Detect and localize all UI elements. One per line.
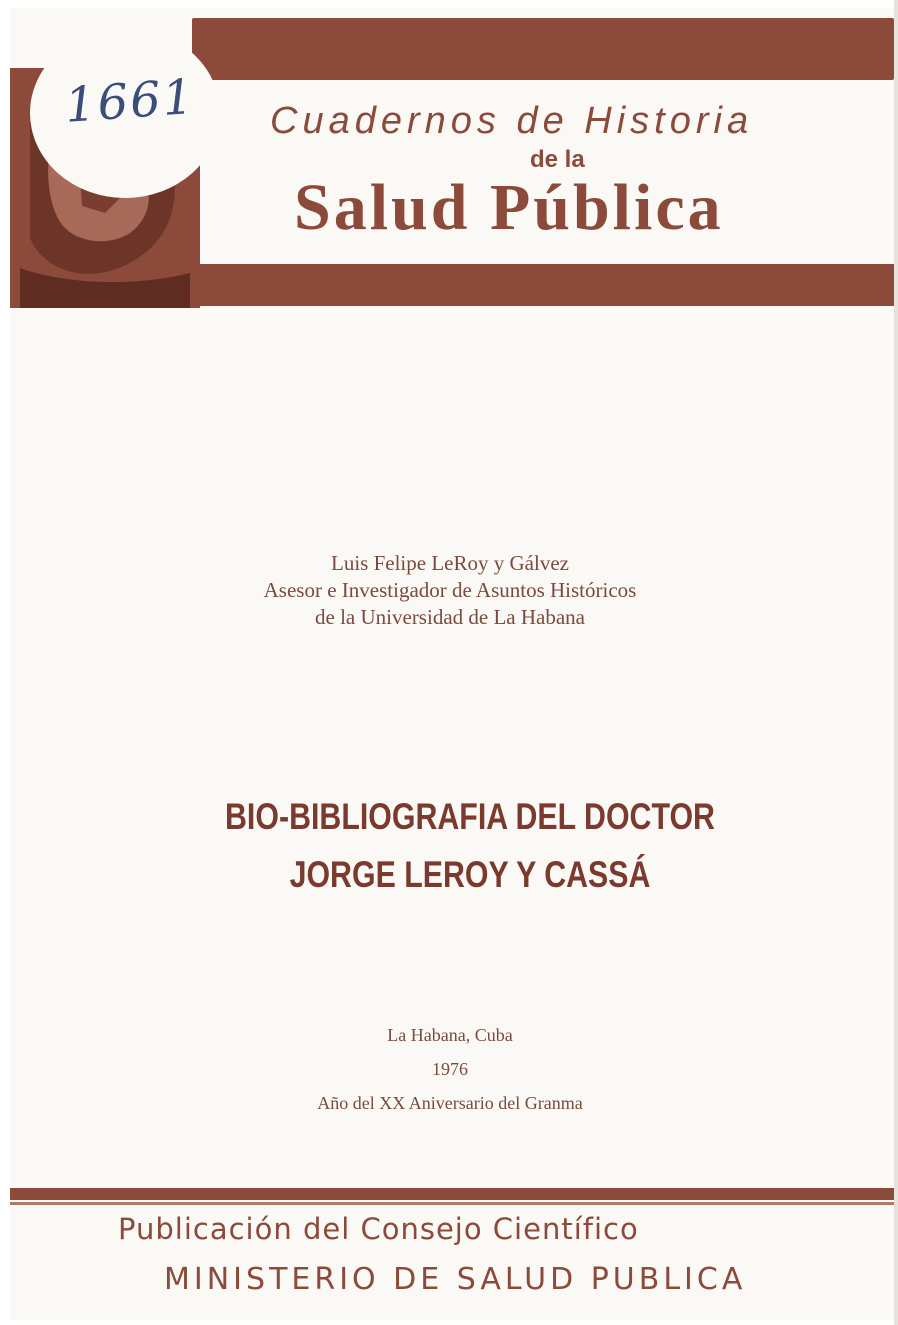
middle-band	[200, 264, 894, 306]
book-title	[216, 788, 724, 904]
imprint	[250, 1018, 650, 1120]
author-block	[170, 550, 730, 631]
imprint-motto: Año del XX Aniversario del Granma	[317, 1093, 583, 1113]
top-band	[192, 18, 894, 80]
book-cover	[10, 8, 894, 1320]
book-title-line-1: BIO-BIBLIOGRAFIA DEL DOCTOR	[225, 796, 715, 837]
ministry-line: MINISTERIO DE SALUD PUBLICA	[164, 1262, 747, 1297]
author-name: Luis Felipe LeRoy y Gálvez	[331, 551, 569, 575]
bottom-band	[10, 1188, 894, 1200]
handwritten-catalog-number: 1661	[63, 68, 197, 134]
imprint-place: La Habana, Cuba	[387, 1025, 513, 1045]
series-subtitle: de la	[530, 146, 585, 173]
series-main-title: Salud Pública	[294, 171, 724, 244]
author-role: Asesor e Investigador de Asuntos Históricos	[263, 578, 637, 602]
author-affiliation: de la Universidad de La Habana	[315, 605, 585, 629]
book-title-line-2: JORGE LEROY Y CASSÁ	[289, 854, 651, 895]
bottom-band-rule	[10, 1202, 894, 1205]
page-edge	[894, 0, 898, 1325]
publisher-line: Publicación del Consejo Científico	[118, 1212, 639, 1246]
imprint-year: 1976	[432, 1059, 468, 1079]
series-title: Cuadernos de Historia	[270, 100, 754, 142]
